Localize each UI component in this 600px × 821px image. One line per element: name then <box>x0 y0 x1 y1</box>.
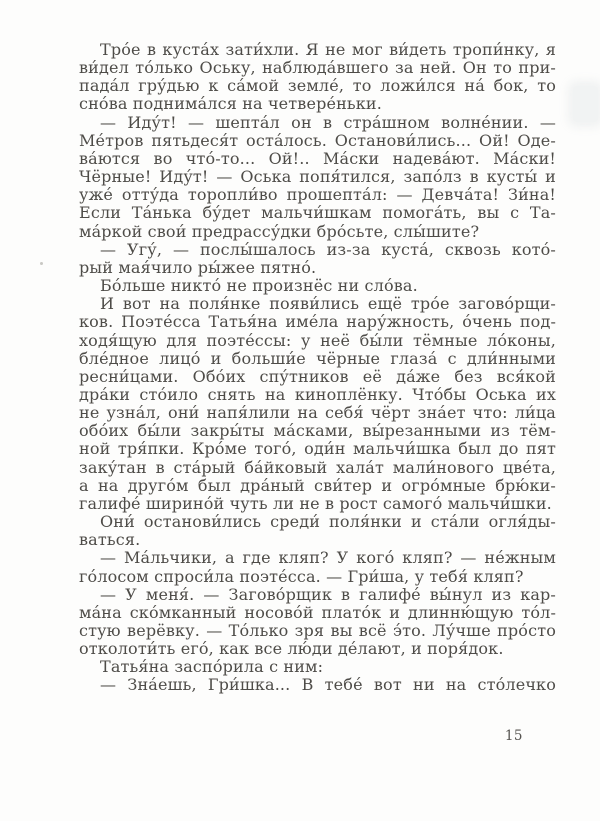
text-line: не узна́л, они́ напя́лили на себя́ чёрт зна́ет что: ли́ца <box>79 403 556 423</box>
text-line: Тро́е в куста́х зати́хли. Я не мог ви́деть тропи́нку, я <box>100 40 556 59</box>
text-line: ков. Поэте́сса Татья́на име́ла нару́жность, о́чень под- <box>79 312 556 332</box>
paragraph <box>79 513 556 549</box>
text-line: обо́их бы́ли закры́ты ма́сками, вы́резанными из тём- <box>79 421 556 441</box>
paragraph <box>79 41 556 114</box>
text-line: сно́ва поднима́лся на четвере́ньки. <box>79 94 382 114</box>
text-line: — Зна́ешь, Гри́шка... В тебе́ вот ни на сто́лечко <box>100 675 556 695</box>
text-line: пада́л гру́дью к са́мой земле́, то ложи́лся на́ бок, то <box>79 76 556 96</box>
text-line: — У меня́. — Загово́рщик в галифе́ вы́нул из кар- <box>100 584 556 604</box>
text-line: Татья́на заспо́рила с ним: <box>100 657 324 677</box>
text-line: ва́ются во что́-то... Ой!.. Ма́ски надева́ют. Ма́ски! <box>79 148 556 168</box>
text-line: заку́тан в ста́рый ба́йковый хала́т мали́нового цве́та, <box>79 457 556 477</box>
text-line: а на друго́м был дра́ный сви́тер и огро́мные брю́ки- <box>79 475 556 495</box>
text-line: — Иду́т! — шепта́л он в стра́шном волне́нии. — <box>100 112 556 132</box>
text-line: И вот на поля́нке появи́лись ещё тро́е загово́рщи- <box>100 294 556 314</box>
text-line: уже́ отту́да торопли́во прошепта́л: — Девча́та! Зи́на! <box>79 185 556 205</box>
text-line: ма́ркой свои́ предрассу́дки бро́сьте, слы́шите? <box>79 221 480 241</box>
text-line: отколоти́ть его́, как все лю́ди де́лают, и поря́док. <box>79 639 504 659</box>
paragraph <box>79 277 556 295</box>
paragraph <box>79 295 556 513</box>
text-line: ходя́щую для поэте́ссы: у неё бы́ли тёмные ло́коны, <box>79 330 556 350</box>
text-line: стую верёвку. — То́лько зря вы всё э́то. Лу́чше про́сто <box>79 621 556 640</box>
paragraph <box>79 114 556 241</box>
paragraph <box>79 676 556 694</box>
text-line: ви́дел то́лько Оську, наблюда́вшего за ней. Он то при- <box>79 58 556 78</box>
text-line: Бо́льше никто́ не произнёс ни сло́ва. <box>100 276 418 296</box>
text-line: Если Та́нька бу́дет мальчи́шкам помога́ть, вы с Та- <box>79 203 556 223</box>
text-line: бле́дное лицо́ и больши́е чёрные глаза́ с дли́нными <box>79 348 556 368</box>
text-line: го́лосом спроси́ла поэте́сса. — Гри́ша, у тебя́ кляп? <box>79 566 524 586</box>
paragraph <box>79 241 556 277</box>
text-line: рый мая́чило ры́жее пятно́. <box>79 257 317 277</box>
text-line: ма́на ско́мканный носово́й плато́к и длинню́щую то́л- <box>79 602 556 622</box>
text-line: — Ма́льчики, а где кляп? У кого́ кляп? — не́жным <box>100 548 556 568</box>
text-line: Они́ останови́лись среди́ поля́нки и ста́ли огля́ды- <box>100 512 556 532</box>
text-line: — Угу́, — послы́шалось из-за куста́, сквозь кото́- <box>100 239 556 259</box>
paragraph <box>79 658 556 676</box>
page-text <box>79 41 556 695</box>
text-line: дра́ки сто́ило снять на киноплёнку. Что́бы Оська их <box>79 384 556 404</box>
text-line: Чёрные! Иду́т! — Оська попя́тился, запо́лз в кусты́ и <box>79 167 556 187</box>
text-line: ресни́цами. Обо́их спу́тников её да́же без вся́кой <box>79 366 556 386</box>
text-line: Ме́тров пятьдеся́т оста́лось. Останови́лись... Ой! Оде- <box>79 130 556 150</box>
scan-smudge-artifact <box>573 86 598 122</box>
text-line: галифе́ ширино́й чуть ли не в рост самого́ мальчи́шки. <box>79 493 552 513</box>
text-line: ваться. <box>79 530 141 550</box>
paragraph <box>79 586 556 659</box>
page-number: 15 <box>504 728 523 744</box>
scan-speck-artifact <box>40 262 43 265</box>
text-line: ной тря́пки. Кро́ме того́, оди́н мальчи́шка был до пят <box>79 439 556 459</box>
paragraph <box>79 549 556 585</box>
